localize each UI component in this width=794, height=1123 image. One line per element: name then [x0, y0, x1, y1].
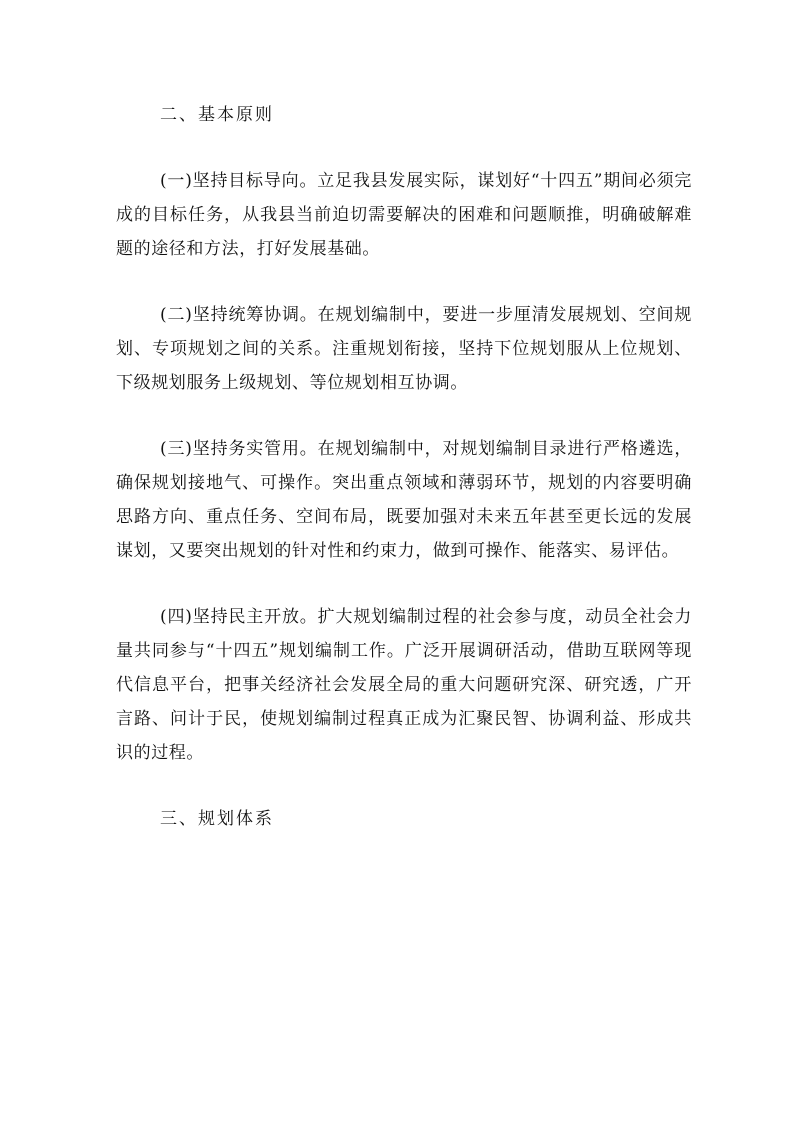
paragraph-overall-coordination: (二)坚持统筹协调。在规划编制中，要进一步厘清发展规划、空间规划、专项规划之间的关系。注重规划衔接，坚持下位规划服从上位规划、下级规划服务上级规划、等位规划相互协调。	[116, 305, 692, 393]
paragraph-practical-use: (三)坚持务实管用。在规划编制中，对规划编制目录进行严格遴选，确保规划接地气、可操作。突出重点领域和薄弱环节，规划的内容要明确思路方向、重点任务、空间布局，既要加强对未来五年甚至更长远的发展谋划，又要突出规划的针对性和约束力，做到可操作、能落实、易评估。	[116, 439, 692, 561]
section-heading-planning-system: 三、规划体系	[160, 809, 274, 829]
document-body	[116, 98, 692, 836]
paragraph-democratic-openness: (四)坚持民主开放。扩大规划编制过程的社会参与度，动员全社会力量共同参与“十四五”规划编制工作。广泛开展调研活动，借助互联网等现代信息平台，把事关经济社会发展全局的重大问题研究深、研究透，广开言路、问计于民，使规划编制过程真正成为汇聚民智、协调利益、形成共识的过程。	[116, 607, 692, 763]
section-heading-basic-principles: 二、基本原则	[160, 105, 274, 125]
paragraph-goal-orientation: (一)坚持目标导向。立足我县发展实际，谋划好“十四五”期间必须完成的目标任务，从我县当前迫切需要解决的困难和问题顺推，明确破解难题的途径和方法，打好发展基础。	[116, 171, 692, 259]
